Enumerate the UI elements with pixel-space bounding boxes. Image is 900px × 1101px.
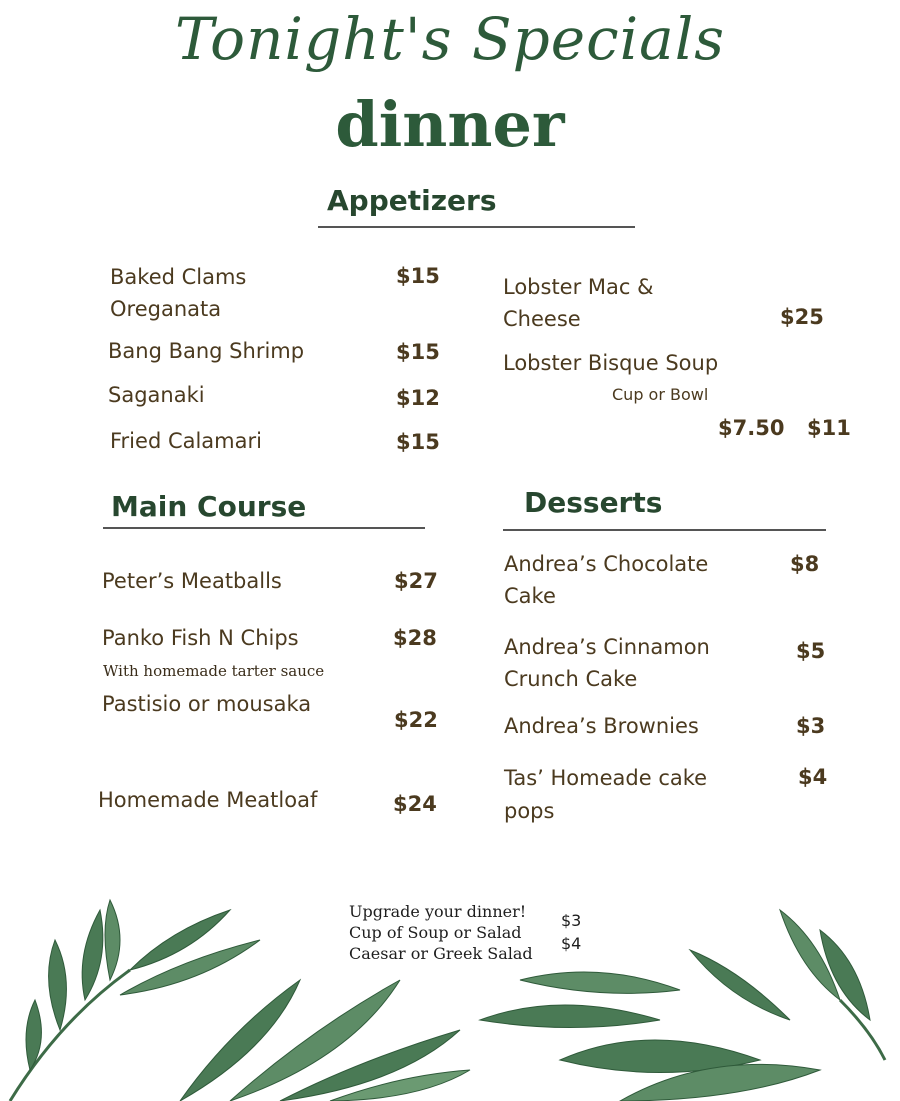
main-course-item-note: With homemade tarter sauce — [103, 662, 325, 680]
dessert-item-name-cont: pops — [504, 799, 555, 823]
main-course-divider — [103, 527, 425, 529]
upgrade-price: $4 — [561, 934, 582, 953]
appetizer-item-price: $12 — [396, 386, 440, 410]
appetizer-item-name: Saganaki — [108, 383, 205, 407]
appetizer-item-name: Lobster Bisque Soup — [503, 351, 719, 375]
appetizer-item-name: Baked Clams — [110, 265, 247, 289]
upgrade-line: Upgrade your dinner! — [349, 902, 527, 921]
appetizer-item-name: Fried Calamari — [110, 429, 262, 453]
appetizer-item-name-cont: Oreganata — [110, 297, 222, 321]
upgrade-line: Cup of Soup or Salad — [349, 923, 522, 942]
main-course-item-name: Homemade Meatloaf — [98, 788, 318, 812]
dessert-item-name: Andrea’s Brownies — [504, 714, 699, 738]
main-course-heading: Main Course — [111, 490, 307, 523]
dessert-item-name: Andrea’s Cinnamon — [504, 635, 710, 659]
dessert-item-name-cont: Cake — [504, 584, 556, 608]
appetizer-item-note: Cup or Bowl — [612, 385, 709, 404]
main-course-item-name: Peter’s Meatballs — [102, 569, 282, 593]
upgrade-line: Caesar or Greek Salad — [349, 944, 533, 963]
appetizer-item-price: $15 — [396, 340, 440, 364]
dessert-item-price: $8 — [790, 552, 820, 576]
appetizers-heading: Appetizers — [327, 184, 497, 217]
script-title: Tonight's Specials — [174, 5, 726, 73]
dessert-item-price: $5 — [796, 639, 826, 663]
dessert-item-price: $4 — [798, 765, 828, 789]
main-course-item-name: Pastisio or mousaka — [102, 692, 312, 716]
desserts-divider — [503, 529, 826, 531]
appetizer-item-price-bowl: $11 — [807, 416, 851, 440]
dessert-item-name: Andrea’s Chocolate — [504, 552, 709, 576]
appetizer-item-name-cont: Cheese — [503, 307, 581, 331]
main-course-item-price: $24 — [393, 792, 437, 816]
desserts-heading: Desserts — [524, 486, 663, 519]
appetizer-item-price: $25 — [780, 305, 824, 329]
appetizer-item-price: $15 — [396, 430, 440, 454]
main-course-item-price: $27 — [394, 569, 438, 593]
appetizer-item-name: Bang Bang Shrimp — [108, 339, 305, 363]
appetizers-divider — [318, 226, 635, 228]
upgrade-price: $3 — [561, 911, 582, 930]
page-title: dinner — [335, 88, 565, 161]
appetizer-item-name: Lobster Mac & — [503, 275, 654, 299]
main-course-item-name: Panko Fish N Chips — [102, 626, 299, 650]
dessert-item-price: $3 — [796, 714, 826, 738]
appetizer-item-price-cup: $7.50 — [718, 416, 785, 440]
main-course-item-price: $28 — [393, 626, 437, 650]
dessert-item-name: Tas’ Homeade cake — [504, 766, 708, 790]
dessert-item-name-cont: Crunch Cake — [504, 667, 638, 691]
appetizer-item-price: $15 — [396, 264, 440, 288]
main-course-item-price: $22 — [394, 708, 438, 732]
